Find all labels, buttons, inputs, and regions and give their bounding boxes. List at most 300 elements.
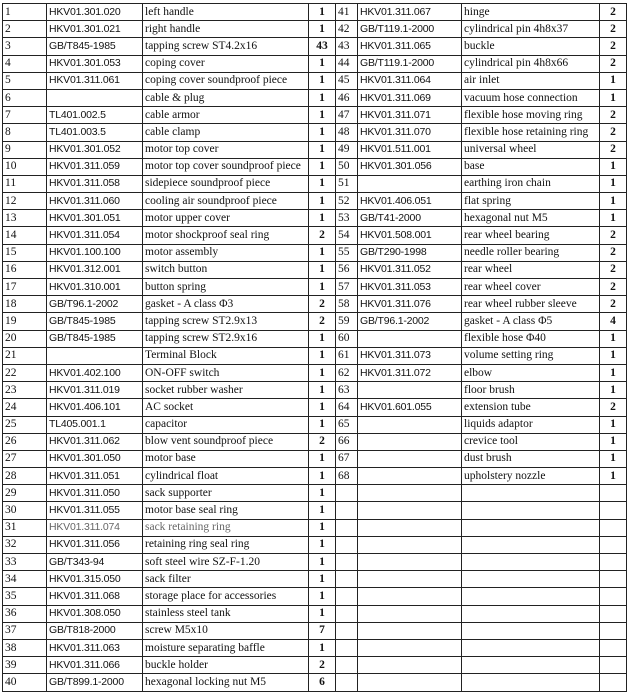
part-name: air inlet: [462, 72, 600, 89]
part-code: HKV01.308.050: [47, 605, 143, 622]
quantity: 1: [309, 72, 336, 89]
quantity: 1: [309, 536, 336, 553]
table-row: [3, 4, 627, 21]
quantity: [600, 519, 627, 536]
part-code: HKV01.311.060: [47, 193, 143, 210]
item-number: [336, 674, 358, 691]
item-number: 23: [3, 382, 47, 399]
part-code: HKV01.311.073: [358, 347, 462, 364]
part-name: floor brush: [462, 382, 600, 399]
part-code: [358, 571, 462, 588]
quantity: 1: [600, 193, 627, 210]
item-number: 13: [3, 210, 47, 227]
item-number: 59: [336, 313, 358, 330]
quantity: 1: [309, 502, 336, 519]
quantity: 1: [600, 364, 627, 381]
part-code: GB/T818-2000: [47, 622, 143, 639]
item-number: 55: [336, 244, 358, 261]
part-name: earthing iron chain: [462, 175, 600, 192]
item-number: 18: [3, 296, 47, 313]
quantity: 2: [600, 399, 627, 416]
table-row: [3, 330, 627, 347]
part-name: [462, 605, 600, 622]
quantity: 1: [309, 605, 336, 622]
item-number: [336, 519, 358, 536]
quantity: 1: [309, 639, 336, 656]
part-code: [358, 416, 462, 433]
quantity: 1: [600, 416, 627, 433]
part-name: right handle: [143, 21, 309, 38]
part-name: cylindrical pin 4h8x66: [462, 55, 600, 72]
item-number: [336, 485, 358, 502]
item-number: [336, 622, 358, 639]
part-name: base: [462, 158, 600, 175]
item-number: 58: [336, 296, 358, 313]
part-code: HKV01.312.001: [47, 261, 143, 278]
item-number: [336, 571, 358, 588]
quantity: 1: [309, 450, 336, 467]
part-name: tapping screw ST4.2x16: [143, 38, 309, 55]
part-code: HKV01.301.051: [47, 210, 143, 227]
quantity: 1: [309, 21, 336, 38]
part-code: HKV01.301.053: [47, 55, 143, 72]
item-number: 60: [336, 330, 358, 347]
part-code: [358, 485, 462, 502]
part-code: [358, 433, 462, 450]
part-code: [358, 536, 462, 553]
part-code: HKV01.406.101: [47, 399, 143, 416]
item-number: 37: [3, 622, 47, 639]
part-name: vacuum hose connection: [462, 89, 600, 106]
part-name: left handle: [143, 4, 309, 21]
quantity: 1: [309, 55, 336, 72]
quantity: 2: [600, 244, 627, 261]
part-name: stainless steel tank: [143, 605, 309, 622]
quantity: 1: [309, 124, 336, 141]
item-number: 12: [3, 193, 47, 210]
quantity: 1: [600, 433, 627, 450]
part-code: TL401.003.5: [47, 124, 143, 141]
quantity: [600, 502, 627, 519]
quantity: 4: [600, 313, 627, 330]
part-code: TL401.002.5: [47, 107, 143, 124]
part-name: motor assembly: [143, 244, 309, 261]
table-row: [3, 210, 627, 227]
item-number: 8: [3, 124, 47, 141]
item-number: 62: [336, 364, 358, 381]
item-number: 34: [3, 571, 47, 588]
quantity: 2: [600, 124, 627, 141]
part-code: GB/T845-1985: [47, 313, 143, 330]
quantity: 2: [600, 55, 627, 72]
item-number: 11: [3, 175, 47, 192]
part-code: GB/T845-1985: [47, 38, 143, 55]
part-name: rear wheel bearing: [462, 227, 600, 244]
table-row: [3, 382, 627, 399]
item-number: 53: [336, 210, 358, 227]
quantity: 1: [600, 89, 627, 106]
item-number: 65: [336, 416, 358, 433]
quantity: 2: [600, 141, 627, 158]
quantity: 2: [309, 227, 336, 244]
quantity: 1: [309, 4, 336, 21]
quantity: 1: [309, 89, 336, 106]
item-number: 30: [3, 502, 47, 519]
part-name: [462, 502, 600, 519]
parts-list-body: [3, 4, 627, 692]
table-row: [3, 21, 627, 38]
table-row: [3, 605, 627, 622]
part-name: ON-OFF switch: [143, 364, 309, 381]
item-number: 45: [336, 72, 358, 89]
quantity: 1: [600, 72, 627, 89]
quantity: 2: [600, 4, 627, 21]
item-number: [336, 605, 358, 622]
table-row: [3, 399, 627, 416]
item-number: 22: [3, 364, 47, 381]
part-name: buckle holder: [143, 657, 309, 674]
part-name: extension tube: [462, 399, 600, 416]
part-name: sack supporter: [143, 485, 309, 502]
item-number: [336, 536, 358, 553]
item-number: 68: [336, 468, 358, 485]
item-number: 51: [336, 175, 358, 192]
part-name: gasket - A class Φ5: [462, 313, 600, 330]
part-name: screw M5x10: [143, 622, 309, 639]
part-code: [358, 330, 462, 347]
part-name: AC socket: [143, 399, 309, 416]
part-code: GB/T119.1-2000: [358, 55, 462, 72]
item-number: 66: [336, 433, 358, 450]
table-row: [3, 313, 627, 330]
part-name: motor base: [143, 450, 309, 467]
table-row: [3, 657, 627, 674]
part-name: needle roller bearing: [462, 244, 600, 261]
parts-list-table: [2, 3, 627, 692]
part-code: GB/T899.1-2000: [47, 674, 143, 691]
item-number: 56: [336, 261, 358, 278]
quantity: 1: [600, 210, 627, 227]
item-number: 39: [3, 657, 47, 674]
item-number: 43: [336, 38, 358, 55]
part-name: cooling air soundproof piece: [143, 193, 309, 210]
part-code: HKV01.301.052: [47, 141, 143, 158]
quantity: 2: [600, 279, 627, 296]
part-name: upholstery nozzle: [462, 468, 600, 485]
part-name: coping cover soundproof piece: [143, 72, 309, 89]
part-name: motor top cover: [143, 141, 309, 158]
table-row: [3, 347, 627, 364]
part-code: HKV01.301.021: [47, 21, 143, 38]
part-name: cylindrical float: [143, 468, 309, 485]
item-number: 48: [336, 124, 358, 141]
item-number: 67: [336, 450, 358, 467]
table-row: [3, 72, 627, 89]
item-number: 7: [3, 107, 47, 124]
part-name: flat spring: [462, 193, 600, 210]
part-code: HKV01.311.076: [358, 296, 462, 313]
quantity: [600, 588, 627, 605]
part-code: HKV01.311.062: [47, 433, 143, 450]
item-number: 24: [3, 399, 47, 416]
part-name: cable & plug: [143, 89, 309, 106]
quantity: [600, 485, 627, 502]
part-name: [462, 622, 600, 639]
part-name: cable clamp: [143, 124, 309, 141]
part-name: socket rubber washer: [143, 382, 309, 399]
part-code: [358, 622, 462, 639]
part-code: [358, 588, 462, 605]
part-code: [358, 554, 462, 571]
item-number: 41: [336, 4, 358, 21]
quantity: 1: [309, 416, 336, 433]
part-name: rear wheel cover: [462, 279, 600, 296]
quantity: [600, 554, 627, 571]
part-code: HKV01.100.100: [47, 244, 143, 261]
quantity: 2: [309, 433, 336, 450]
table-row: [3, 450, 627, 467]
part-code: GB/T343-94: [47, 554, 143, 571]
quantity: 2: [309, 657, 336, 674]
part-name: sack filter: [143, 571, 309, 588]
quantity: 1: [309, 554, 336, 571]
table-row: [3, 364, 627, 381]
item-number: 46: [336, 89, 358, 106]
part-name: motor shockproof seal ring: [143, 227, 309, 244]
part-name: [462, 554, 600, 571]
table-row: [3, 502, 627, 519]
quantity: 1: [600, 347, 627, 364]
table-row: [3, 227, 627, 244]
quantity: 1: [309, 210, 336, 227]
part-name: hexagonal nut M5: [462, 210, 600, 227]
item-number: 14: [3, 227, 47, 244]
item-number: 44: [336, 55, 358, 72]
part-code: GB/T119.1-2000: [358, 21, 462, 38]
part-name: switch button: [143, 261, 309, 278]
table-row: [3, 674, 627, 691]
item-number: [336, 502, 358, 519]
part-code: HKV01.315.050: [47, 571, 143, 588]
part-name: motor base seal ring: [143, 502, 309, 519]
part-code: [47, 89, 143, 106]
part-name: moisture separating baffle: [143, 639, 309, 656]
part-code: [47, 347, 143, 364]
quantity: 2: [309, 296, 336, 313]
part-name: gasket - A class Φ3: [143, 296, 309, 313]
item-number: [336, 554, 358, 571]
item-number: 21: [3, 347, 47, 364]
part-name: flexible hose moving ring: [462, 107, 600, 124]
quantity: 1: [309, 399, 336, 416]
part-code: [358, 639, 462, 656]
quantity: 1: [309, 382, 336, 399]
table-row: [3, 416, 627, 433]
quantity: 1: [600, 468, 627, 485]
part-code: HKV01.508.001: [358, 227, 462, 244]
table-row: [3, 622, 627, 639]
part-code: HKV01.311.063: [47, 639, 143, 656]
part-code: HKV01.402.100: [47, 364, 143, 381]
table-row: [3, 261, 627, 278]
part-name: tapping screw ST2.9x13: [143, 313, 309, 330]
table-row: [3, 141, 627, 158]
part-code: HKV01.311.072: [358, 364, 462, 381]
part-name: hinge: [462, 4, 600, 21]
table-row: [3, 554, 627, 571]
item-number: 19: [3, 313, 47, 330]
part-code: HKV01.311.019: [47, 382, 143, 399]
table-row: [3, 244, 627, 261]
table-row: [3, 639, 627, 656]
part-code: HKV01.511.001: [358, 141, 462, 158]
table-row: [3, 55, 627, 72]
item-number: 32: [3, 536, 47, 553]
part-code: GB/T845-1985: [47, 330, 143, 347]
part-code: GB/T96.1-2002: [47, 296, 143, 313]
item-number: 40: [3, 674, 47, 691]
part-name: sack retaining ring: [143, 519, 309, 536]
quantity: 1: [309, 364, 336, 381]
part-name: [462, 536, 600, 553]
table-row: [3, 175, 627, 192]
table-row: [3, 279, 627, 296]
quantity: 2: [309, 313, 336, 330]
part-name: [462, 485, 600, 502]
item-number: 47: [336, 107, 358, 124]
quantity: [600, 639, 627, 656]
item-number: 63: [336, 382, 358, 399]
quantity: 1: [309, 485, 336, 502]
table-row: [3, 588, 627, 605]
quantity: 1: [600, 175, 627, 192]
part-code: HKV01.311.074: [47, 519, 143, 536]
part-name: blow vent soundproof piece: [143, 433, 309, 450]
quantity: 1: [600, 450, 627, 467]
part-code: HKV01.311.064: [358, 72, 462, 89]
part-name: coping cover: [143, 55, 309, 72]
part-name: flexible hose retaining ring: [462, 124, 600, 141]
table-row: [3, 433, 627, 450]
part-code: GB/T41-2000: [358, 210, 462, 227]
quantity: 43: [309, 38, 336, 55]
item-number: 38: [3, 639, 47, 656]
item-number: 54: [336, 227, 358, 244]
part-name: rear wheel: [462, 261, 600, 278]
item-number: 10: [3, 158, 47, 175]
quantity: 2: [600, 261, 627, 278]
part-code: HKV01.301.050: [47, 450, 143, 467]
part-name: elbow: [462, 364, 600, 381]
item-number: 64: [336, 399, 358, 416]
part-name: [462, 657, 600, 674]
quantity: 1: [309, 107, 336, 124]
table-row: [3, 89, 627, 106]
table-row: [3, 124, 627, 141]
part-name: cable armor: [143, 107, 309, 124]
item-number: 15: [3, 244, 47, 261]
part-code: HKV01.311.052: [358, 261, 462, 278]
part-name: [462, 674, 600, 691]
item-number: 1: [3, 4, 47, 21]
item-number: 27: [3, 450, 47, 467]
table-row: [3, 519, 627, 536]
item-number: 28: [3, 468, 47, 485]
part-name: [462, 519, 600, 536]
part-name: universal wheel: [462, 141, 600, 158]
item-number: [336, 588, 358, 605]
table-row: [3, 38, 627, 55]
quantity: 6: [309, 674, 336, 691]
part-code: [358, 605, 462, 622]
quantity: 1: [309, 175, 336, 192]
part-code: HKV01.406.051: [358, 193, 462, 210]
table-row: [3, 107, 627, 124]
quantity: [600, 657, 627, 674]
item-number: 35: [3, 588, 47, 605]
part-code: HKV01.311.059: [47, 158, 143, 175]
item-number: 50: [336, 158, 358, 175]
part-code: GB/T96.1-2002: [358, 313, 462, 330]
quantity: 2: [600, 21, 627, 38]
part-code: HKV01.310.001: [47, 279, 143, 296]
quantity: [600, 605, 627, 622]
quantity: 1: [309, 468, 336, 485]
part-code: HKV01.311.050: [47, 485, 143, 502]
part-code: HKV01.311.067: [358, 4, 462, 21]
part-name: volume setting ring: [462, 347, 600, 364]
item-number: 33: [3, 554, 47, 571]
part-name: liquids adaptor: [462, 416, 600, 433]
part-code: HKV01.311.055: [47, 502, 143, 519]
quantity: 1: [309, 261, 336, 278]
item-number: 49: [336, 141, 358, 158]
part-name: [462, 588, 600, 605]
quantity: 1: [309, 141, 336, 158]
table-row: [3, 158, 627, 175]
part-code: [358, 450, 462, 467]
quantity: 7: [309, 622, 336, 639]
quantity: 1: [600, 382, 627, 399]
item-number: 31: [3, 519, 47, 536]
part-name: Terminal Block: [143, 347, 309, 364]
quantity: [600, 571, 627, 588]
quantity: 2: [600, 296, 627, 313]
item-number: 57: [336, 279, 358, 296]
quantity: 1: [309, 347, 336, 364]
item-number: 29: [3, 485, 47, 502]
part-code: HKV01.311.069: [358, 89, 462, 106]
item-number: 52: [336, 193, 358, 210]
item-number: 6: [3, 89, 47, 106]
part-code: GB/T290-1998: [358, 244, 462, 261]
part-code: HKV01.311.053: [358, 279, 462, 296]
quantity: 1: [309, 279, 336, 296]
part-code: HKV01.311.065: [358, 38, 462, 55]
item-number: 5: [3, 72, 47, 89]
part-name: dust brush: [462, 450, 600, 467]
quantity: 1: [309, 158, 336, 175]
table-row: [3, 536, 627, 553]
part-code: [358, 657, 462, 674]
part-code: HKV01.301.020: [47, 4, 143, 21]
part-code: HKV01.601.055: [358, 399, 462, 416]
part-code: HKV01.311.066: [47, 657, 143, 674]
item-number: 9: [3, 141, 47, 158]
part-code: HKV01.311.054: [47, 227, 143, 244]
part-name: flexible hose Φ40: [462, 330, 600, 347]
part-code: [358, 674, 462, 691]
